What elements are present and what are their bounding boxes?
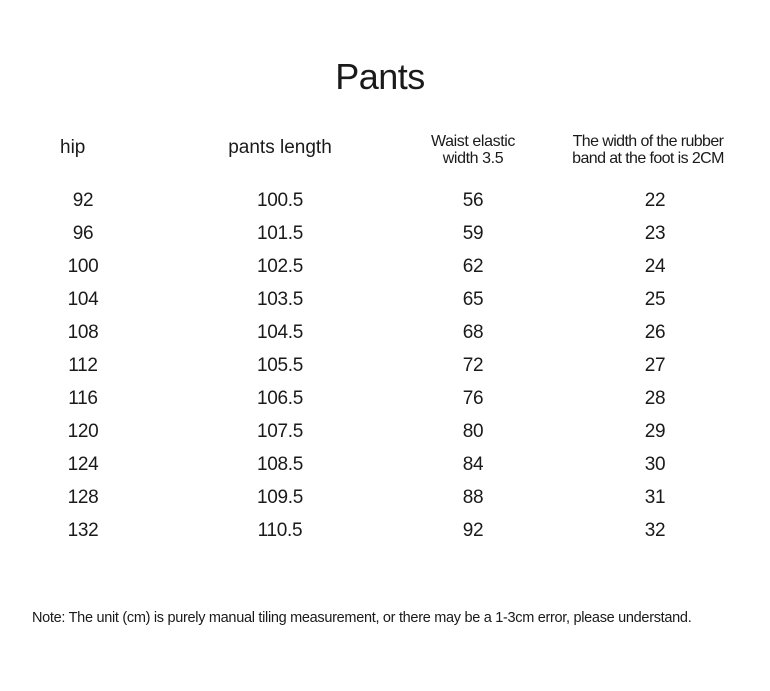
column-header-foot-band xyxy=(548,133,748,167)
cell-waist: 80 xyxy=(462,421,484,442)
cell-hip: 112 xyxy=(68,355,98,376)
cell-foot-band: 28 xyxy=(644,388,666,409)
cell-hip: 100 xyxy=(67,256,99,277)
cell-foot-band: 32 xyxy=(644,520,666,541)
cell-foot-band: 27 xyxy=(644,355,666,376)
cell-foot-band: 30 xyxy=(644,454,666,475)
cell-foot-band: 24 xyxy=(644,256,666,277)
cell-pants-length: 102.5 xyxy=(256,256,304,277)
cell-hip: 92 xyxy=(72,190,94,211)
cell-hip: 132 xyxy=(67,520,99,541)
cell-foot-band: 23 xyxy=(644,223,666,244)
column-header-foot-band-line1: The width of the rubber xyxy=(572,133,724,150)
table-row xyxy=(0,417,770,450)
cell-hip: 96 xyxy=(72,223,94,244)
table-row xyxy=(0,450,770,483)
cell-pants-length: 100.5 xyxy=(256,190,304,211)
cell-pants-length: 107.5 xyxy=(256,421,304,442)
cell-waist: 76 xyxy=(462,388,484,409)
cell-waist: 72 xyxy=(462,355,484,376)
cell-waist: 84 xyxy=(462,454,484,475)
cell-waist: 88 xyxy=(462,487,484,508)
cell-pants-length: 106.5 xyxy=(256,388,304,409)
cell-foot-band: 26 xyxy=(644,322,666,343)
column-header-waist-line2: width 3.5 xyxy=(442,150,504,167)
size-table xyxy=(0,186,770,549)
cell-waist: 92 xyxy=(462,520,484,541)
table-row xyxy=(0,516,770,549)
cell-hip: 116 xyxy=(68,388,98,409)
cell-hip: 128 xyxy=(67,487,99,508)
cell-hip: 124 xyxy=(67,454,99,475)
cell-foot-band: 25 xyxy=(644,289,666,310)
table-row xyxy=(0,384,770,417)
cell-pants-length: 109.5 xyxy=(256,487,304,508)
column-header-foot-band-line2: band at the foot is 2CM xyxy=(572,150,724,167)
page-title: Pants xyxy=(335,56,425,97)
column-header-waist-line1: Waist elastic xyxy=(430,133,515,150)
cell-pants-length: 104.5 xyxy=(256,322,304,343)
cell-hip: 104 xyxy=(67,289,99,310)
cell-hip: 108 xyxy=(67,322,99,343)
cell-hip: 120 xyxy=(67,421,99,442)
cell-foot-band: 22 xyxy=(644,190,666,211)
table-row xyxy=(0,351,770,384)
cell-foot-band: 29 xyxy=(644,421,666,442)
cell-pants-length: 110.5 xyxy=(257,520,303,541)
table-row xyxy=(0,483,770,516)
cell-waist: 65 xyxy=(462,289,484,310)
cell-pants-length: 103.5 xyxy=(256,289,304,310)
cell-foot-band: 31 xyxy=(644,487,666,508)
table-row xyxy=(0,285,770,318)
column-header-hip: hip xyxy=(60,137,86,158)
cell-waist: 68 xyxy=(462,322,484,343)
measurement-note: Note: The unit (cm) is purely manual tiling measurement, or there may be a 1-3cm error, please understand. xyxy=(32,610,692,626)
cell-waist: 62 xyxy=(462,256,484,277)
table-row xyxy=(0,318,770,351)
cell-pants-length: 108.5 xyxy=(256,454,304,475)
table-row xyxy=(0,219,770,252)
column-header-pants-length: pants length xyxy=(228,137,332,158)
table-row xyxy=(0,252,770,285)
cell-pants-length: 105.5 xyxy=(256,355,304,376)
table-row xyxy=(0,186,770,219)
cell-waist: 56 xyxy=(462,190,484,211)
cell-pants-length: 101.5 xyxy=(256,223,304,244)
column-header-waist xyxy=(405,133,541,167)
cell-waist: 59 xyxy=(462,223,484,244)
